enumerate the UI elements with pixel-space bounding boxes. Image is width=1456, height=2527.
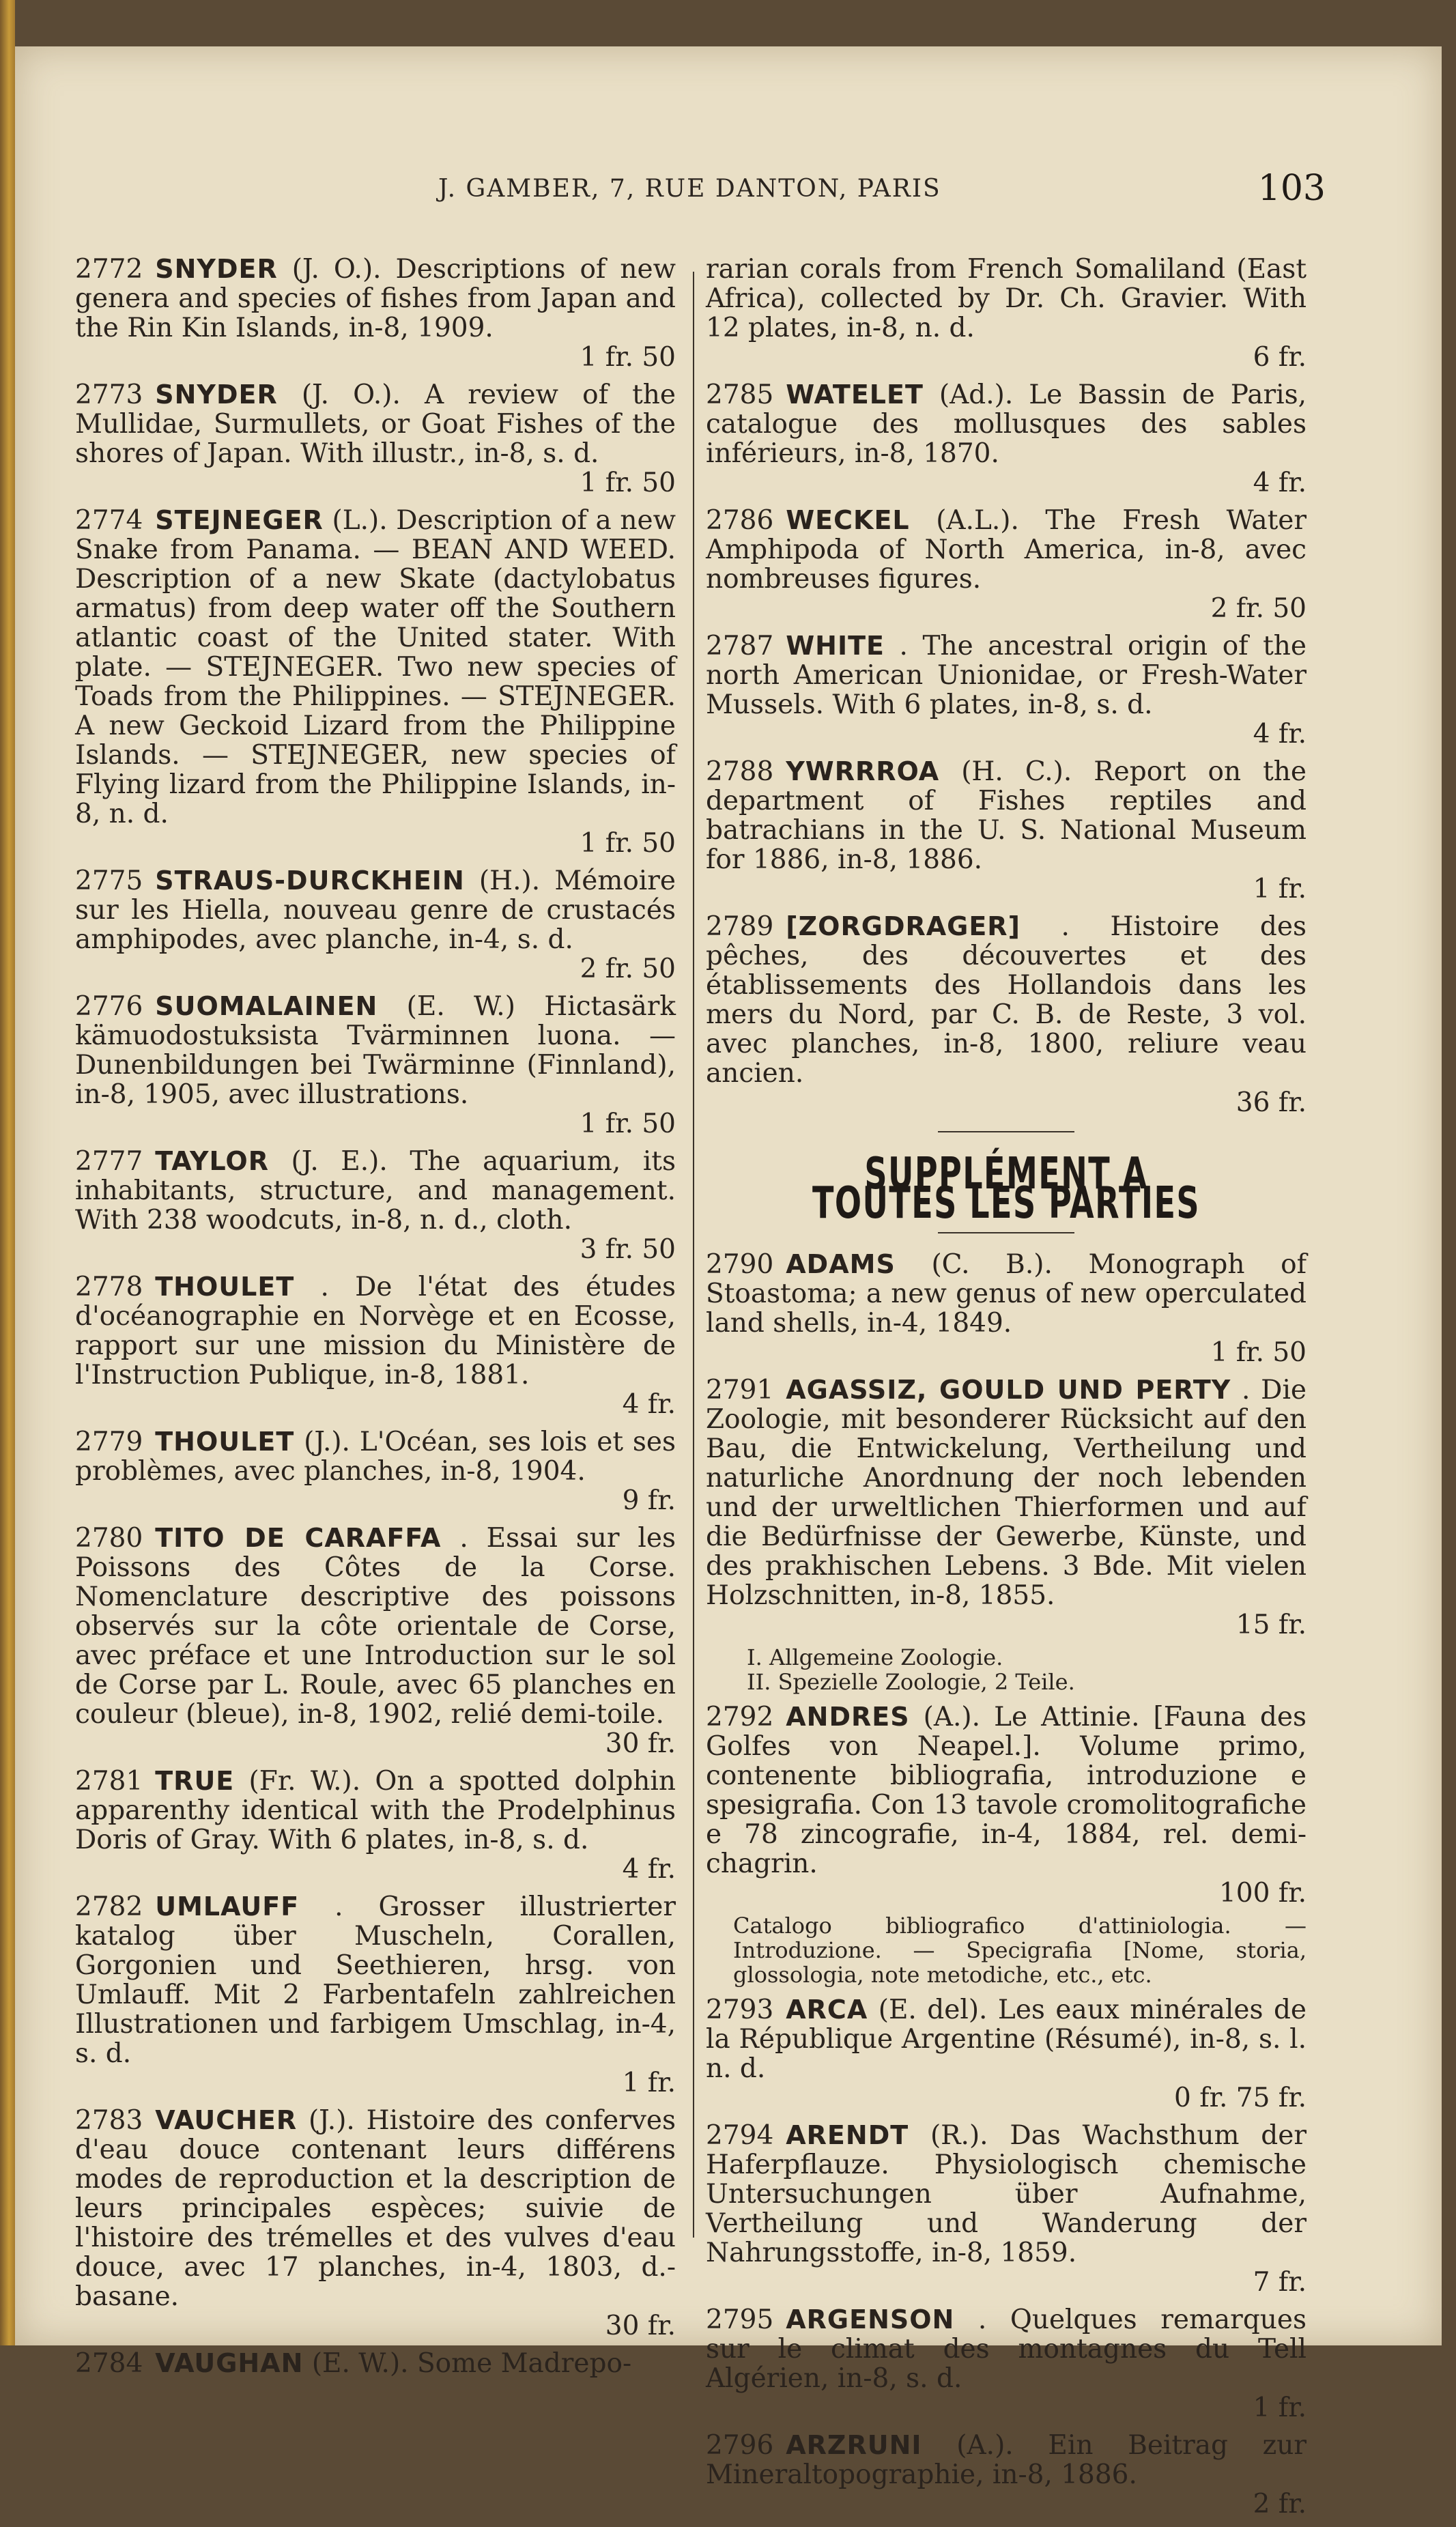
entry-author: VAUGHAN — [155, 2348, 304, 2378]
entry-description: (J. E.). The aquarium, its inhabitants, structure, and management. With 238 woodcuts, in-8, n. d., cloth. — [75, 1146, 676, 1236]
catalog-entry — [706, 506, 1307, 623]
entry-description: (Ad.). Le Bassin de Paris, catalogue des mollusques des sables inférieurs, in-8, 1870. — [706, 380, 1307, 469]
section-rule-bottom — [938, 1232, 1074, 1233]
entry-description: (E. del). Les eaux minérales de la République Argentine (Résumé), in-8, s. l. n. d. — [706, 1995, 1307, 2084]
entry-number: 2791 — [706, 1375, 774, 1405]
page-header — [15, 168, 1442, 223]
entry-author: TRUE — [155, 1766, 235, 1796]
entry-number: 2784 — [75, 2348, 143, 2379]
entry-number: 2787 — [706, 631, 774, 661]
entry-author: SUOMALAINEN — [155, 991, 378, 1021]
entry-price: 30 fr. — [605, 2311, 676, 2341]
entry-description: (J. O.). Descriptions of new genera and species of fishes from Japan and the Rin Kin Islands, in-8, 1909. — [75, 254, 676, 343]
catalog-entry — [75, 2106, 676, 2341]
entry-price: 4 fr. — [1253, 719, 1307, 749]
entry-description: (L.). Description of a new Snake from Panama. — BEAN AND WEED. Description of a new Skate (dactylobatus armatus) from deep water off the Southern atlantic coast of the United stater. With plate. — STEJNEGER. Two new species of Toads from the Philippines. — STEJNEGER. A new Geckoid Lizard from the Philippine Islands. — STEJNEGER, new species of Flying lizard from the Philippine Islands, in-8, n. d. — [75, 505, 676, 829]
running-head: J. GAMBER, 7, RUE DANTON, PARIS — [438, 175, 941, 203]
entry-price: 100 fr. — [1218, 1878, 1307, 1909]
entry-author: ARENDT — [786, 2120, 909, 2150]
entry-author: SNYDER — [155, 380, 278, 410]
entry-author: THOULET — [155, 1272, 295, 1302]
entry-author: ADAMS — [786, 1249, 896, 1279]
section-rule-top — [938, 1131, 1074, 1132]
entry-price: 4 fr. — [622, 1854, 676, 1885]
catalog-entry — [706, 1995, 1307, 2113]
entry-author: ARZRUNI — [786, 2430, 922, 2460]
entry-number: 2789 — [706, 911, 774, 942]
entry-price: 1 fr. 50 — [580, 828, 676, 859]
catalog-entry — [75, 255, 676, 372]
entry-number: 2796 — [706, 2430, 774, 2461]
entry-description: . Die Zoologie, mit besonderer Rücksicht auf den Bau, die Entwickelung, Vertheilung und naturliche Anordnung der noch lebenden und der urweltlichen Thierformen und auf die Bedürfnisse der Gewerbe, Künste, und des prakhischen Lebens. 3 Bde. Mit vielen Holzschnitten, in-8, 1855. — [706, 1375, 1307, 1611]
agassiz-parts — [747, 1645, 1307, 1694]
andres-note: Catalogo bibliografico d'attiniologia. — Introduzione. — Specigrafia [Nome, storia, glossologia, note metodiche, etc., etc. — [733, 1913, 1307, 1988]
entry-price: 2 fr. — [1253, 2489, 1307, 2519]
entry-author: THOULET — [155, 1427, 295, 1457]
entry-author: TITO DE CARAFFA — [155, 1523, 442, 1553]
entry-description: (J.). L'Océan, ses lois et ses problèmes, avec planches, in-8, 1904. — [75, 1427, 676, 1487]
entry-description: . De l'état des études d'océanographie en Norvège et en Ecosse, rapport sur une mission du Ministère de l'Instruction Publique, in-8, 1881. — [75, 1272, 676, 1390]
agassiz-part: II. Spezielle Zoologie, 2 Teile. — [747, 1669, 1075, 1695]
column-divider — [693, 272, 694, 2238]
entry-description: (J. O.). A review of the Mullidae, Surmullets, or Goat Fishes of the shores of Japan. With illustr., in-8, s. d. — [75, 380, 676, 469]
entry-price: 4 fr. — [1253, 468, 1307, 498]
entry-description: (Fr. W.). On a spotted dolphin apparenthy identical with the Prodelphinus Doris of Gray. With 6 plates, in-8, s. d. — [75, 1766, 676, 1855]
entry-number: 2778 — [75, 1272, 143, 1302]
catalog-entry — [75, 380, 676, 498]
entry-number: 2775 — [75, 866, 143, 896]
entry-price: 1 fr. 50 — [1210, 1337, 1307, 1368]
entry-price: 4 fr. — [622, 1389, 676, 1420]
entry-description: rarian corals from French Somaliland (East Africa), collected by Dr. Ch. Gravier. With 12 plates, in-8, n. d. — [706, 254, 1307, 343]
entry-description: (R.). Das Wachsthum der Haferpflauze. Physiologisch chemische Untersuchungen über Aufnahme, Vertheilung und Wanderung der Nahrungsstoffe, in-8, 1859. — [706, 2120, 1307, 2268]
entry-number: 2776 — [75, 991, 143, 1022]
entry-description: . Histoire des pêches, des découvertes et des établissements des Hollandois dans les mers du Nord, par C. B. de Reste, 3 vol. avec planches, in-8, 1800, reliure veau ancien. — [706, 911, 1307, 1089]
entry-author: AGASSIZ, GOULD UND PERTY — [786, 1375, 1231, 1405]
entry-number: 2779 — [75, 1427, 143, 1457]
page-number: 103 — [1257, 168, 1326, 209]
catalog-entry — [75, 1892, 676, 2098]
catalog-entry — [75, 992, 676, 1139]
catalog-entry — [706, 912, 1307, 1117]
entry-description: (A.). Ein Beitrag zur Mineraltopographie, in-8, 1886. — [706, 2430, 1307, 2490]
entry-number: 2785 — [706, 380, 774, 410]
section-title: SUPPLÉMENT A TOUTES LES PARTIES — [812, 1149, 1201, 1229]
entry-number: 2792 — [706, 1702, 774, 1732]
entry-price: 1 fr. — [622, 2068, 676, 2098]
entry-price: 7 fr. — [1253, 2267, 1307, 2298]
entry-number: 2782 — [75, 1891, 143, 1922]
entry-description: . Essai sur les Poissons des Côtes de la Corse. Nomenclature descriptive des poissons observés sur la côte orientale de Corse, avec préface et une Introduction sur le sol de Corse par L. Roule, avec 65 planches en couleur (bleue), in-8, 1902, relié demi-toile. — [75, 1523, 676, 1730]
catalog-entry — [75, 1272, 676, 1419]
catalog-page — [15, 46, 1442, 2519]
book-spine-edge — [0, 0, 15, 2345]
entry-price: 1 fr. 50 — [580, 342, 676, 373]
entry-price: 30 fr. — [605, 1728, 676, 1759]
catalog-entry — [706, 757, 1307, 904]
entry-number: 2793 — [706, 1995, 774, 2025]
entry-author: ARGENSON — [786, 2304, 955, 2335]
catalog-entry — [75, 1147, 676, 1264]
entry-price: 1 fr. 50 — [580, 1109, 676, 1139]
entry-price: 1 fr. 50 — [580, 468, 676, 498]
entry-number: 2795 — [706, 2304, 774, 2335]
entry-description: (E. W.). Some Madrepo- — [311, 2348, 632, 2379]
entry-number: 2773 — [75, 380, 143, 410]
entry-author: TAYLOR — [155, 1146, 269, 1176]
entry-number: 2781 — [75, 1766, 143, 1797]
catalog-entry — [706, 255, 1307, 372]
catalog-entry — [75, 866, 676, 984]
catalog-entry — [706, 2305, 1307, 2423]
entry-number: 2794 — [706, 2120, 774, 2151]
entry-author: ARCA — [786, 1995, 868, 2025]
catalog-entry — [75, 2349, 676, 2378]
entry-number: 2790 — [706, 1249, 774, 1280]
entry-description: (J.). Histoire des conferves d'eau douce contenant leurs différens modes de reproduction et la description de leurs principales espèces; suivie de l'histoire des trémelles et des vulves d'eau douce, avec 17 planches, in-4, 1803, d.-basane. — [75, 2105, 676, 2312]
entry-number: 2772 — [75, 254, 143, 285]
entry-number: 2788 — [706, 756, 774, 787]
entry-author: STRAUS-DURCKHEIN — [155, 866, 465, 896]
catalog-entry — [706, 2121, 1307, 2297]
entry-description: . Quelques remarques sur le climat des montagnes du Tell Algérien, in-8, s. d. — [706, 2304, 1307, 2394]
catalog-entry — [75, 1524, 676, 1758]
entry-number: 2780 — [75, 1523, 143, 1554]
entry-description: . The ancestral origin of the north American Unionidae, or Fresh-Water Mussels. With 6 plates, in-8, s. d. — [706, 631, 1307, 720]
entry-price: 3 fr. 50 — [580, 1234, 676, 1265]
entry-price: 1 fr. — [1253, 2393, 1307, 2423]
entry-author: ANDRES — [786, 1702, 910, 1732]
entry-price: 0 fr. 75 fr. — [1173, 2083, 1307, 2113]
right-column — [706, 255, 1307, 2527]
catalog-entry — [75, 1767, 676, 1884]
entry-number: 2777 — [75, 1146, 143, 1177]
entry-price: 6 fr. — [1253, 342, 1307, 373]
entry-price: 36 fr. — [1236, 1087, 1307, 1118]
entry-description: (H. C.). Report on the department of Fishes reptiles and batrachians in the U. S. National Museum for 1886, in-8, 1886. — [706, 756, 1307, 875]
entry-number: 2786 — [706, 505, 774, 536]
catalog-entry — [706, 1702, 1307, 1908]
entry-description: (E. W.) Hictasärk kämuodostuksista Tvärminnen luona. — Dunenbildungen bei Twärminne (Finnland), in-8, 1905, avec illustrations. — [75, 991, 676, 1110]
right-column-entries — [706, 255, 1307, 1117]
catalog-entry — [706, 1375, 1307, 1640]
entry-author: WATELET — [786, 380, 924, 410]
entry-author: WECKEL — [786, 505, 910, 535]
entry-number: 2774 — [75, 505, 143, 536]
entry-author: SNYDER — [155, 254, 278, 284]
entry-description: (H.). Mémoire sur les Hiella, nouveau genre de crustacés amphipodes, avec planche, in-4, s. d. — [75, 866, 676, 955]
catalog-entry — [75, 506, 676, 858]
catalog-entry — [706, 631, 1307, 749]
entry-author: VAUCHER — [155, 2105, 298, 2135]
entry-author: [ZORGDRAGER] — [786, 911, 1020, 941]
entry-price: 2 fr. 50 — [580, 954, 676, 984]
entry-price: 9 fr. — [622, 1485, 676, 1516]
supplement-entries — [706, 1250, 1307, 2519]
entry-description: . Grosser illustrierter katalog über Muscheln, Corallen, Gorgonien und Seethieren, hrsg. von Umlauff. Mit 2 Farbentafeln zahlreichen Illustrationen und farbigem Umschlag, in-4, s. d. — [75, 1891, 676, 2069]
entry-number: 2783 — [75, 2105, 143, 2136]
entry-author: STEJNEGER — [155, 505, 324, 535]
catalog-entry — [706, 380, 1307, 498]
entry-price: 15 fr. — [1236, 1610, 1307, 1640]
entry-description: (A.). Le Attinie. [Fauna des Golfes von Neapel.]. Volume primo, contenente bibliografia, introduzione e spesigrafia. Con 13 tavole cromolitografiche e 78 zincografie, in-4, 1884, rel. demi-chagrin. — [706, 1702, 1307, 1879]
catalog-entry — [706, 2431, 1307, 2519]
agassiz-part: I. Allgemeine Zoologie. — [747, 1644, 1003, 1670]
catalog-entry — [706, 1250, 1307, 1367]
entry-author: YWRRROA — [786, 756, 940, 786]
entry-price: 1 fr. — [1253, 874, 1307, 904]
left-column — [75, 255, 676, 2386]
catalog-entry — [75, 1427, 676, 1515]
entry-price: 2 fr. 50 — [1210, 593, 1307, 624]
entry-author: UMLAUFF — [155, 1891, 300, 1922]
entry-description: (C. B.). Monograph of Stoastoma; a new genus of new operculated land shells, in-4, 1849. — [706, 1249, 1307, 1339]
entry-description: (A.L.). The Fresh Water Amphipoda of North America, in-8, avec nombreuses figures. — [706, 505, 1307, 595]
entry-author: WHITE — [786, 631, 885, 661]
